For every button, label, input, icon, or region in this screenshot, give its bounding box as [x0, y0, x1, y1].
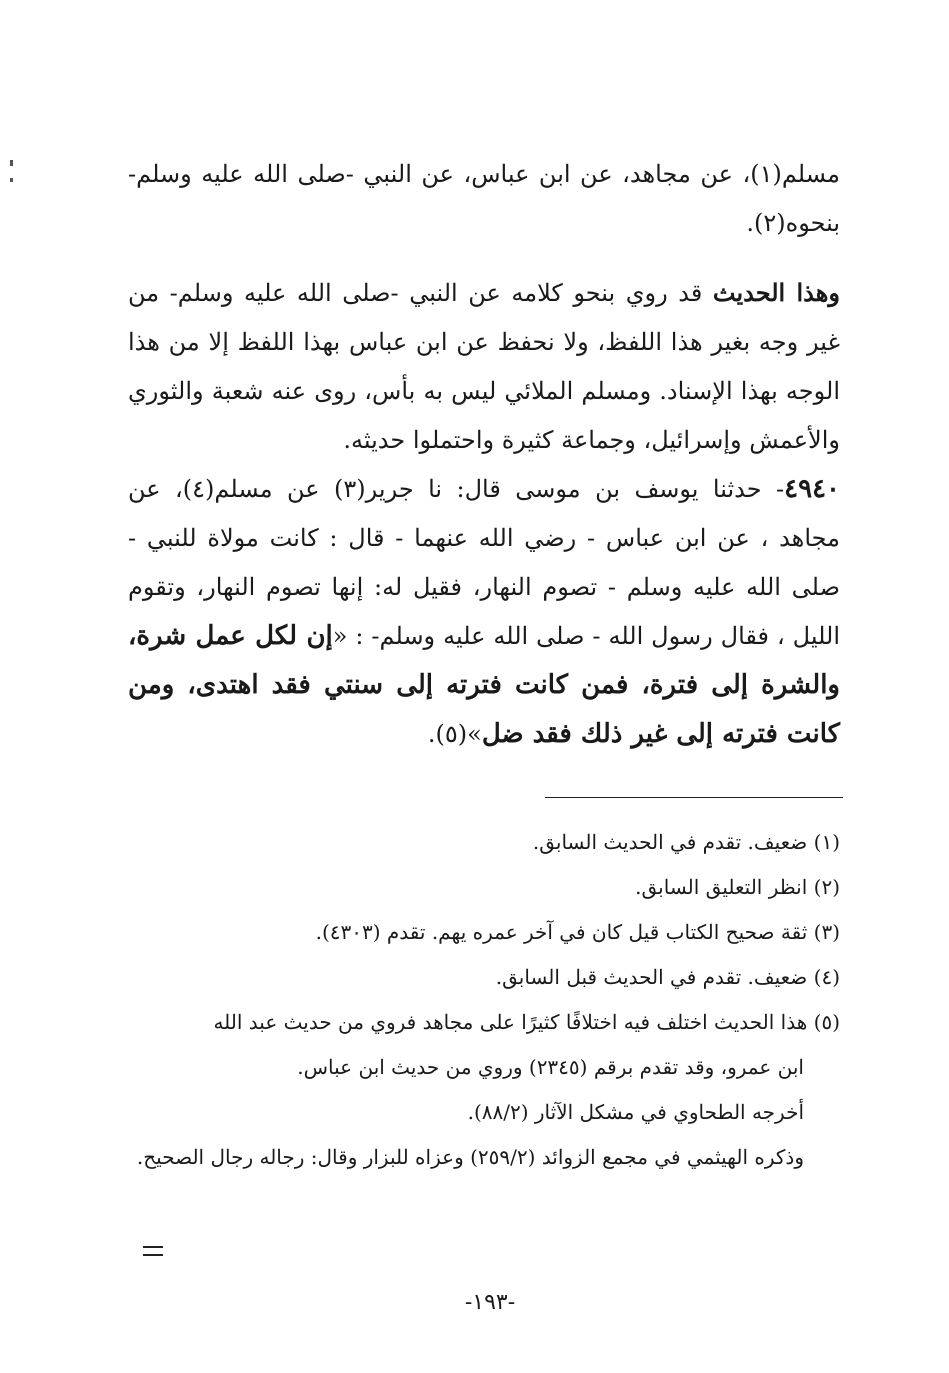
footnote-separator: [545, 797, 843, 798]
footnote-5: (٥) هذا الحديث اختلف فيه اختلافًا كثيرًا على مجاهد فروي من حديث عبد الله: [213, 1010, 840, 1034]
footnote-1: (١) ضعيف. تقدم في الحديث السابق.: [532, 830, 840, 854]
footnote-5-continued: ابن عمرو، وقد تقدم برقم (٢٣٤٥) وروي من حديث ابن عباس.: [297, 1055, 804, 1079]
paragraph-1: مسلم(١)، عن مجاهد، عن ابن عباس، عن النبي -صلى الله عليه وسلم- بنحوه(٢).: [128, 160, 840, 237]
hadith-number: ٤٩٤٠: [784, 474, 840, 504]
paragraph-3: [128, 465, 840, 759]
page-number: -١٩٣-: [464, 1290, 516, 1315]
paragraph-2-lead: وهذا الحديث: [712, 278, 840, 307]
footnote-4: (٤) ضعيف. تقدم في الحديث قبل السابق.: [495, 965, 840, 989]
hadith-end: »(٥).: [427, 720, 482, 748]
scan-speck: [10, 160, 13, 166]
continuation-mark: [143, 1246, 163, 1258]
paragraph-2-text: قد روي بنحو كلامه عن النبي -صلى الله عليه وسلم- من غير وجه بغير هذا اللفظ، ولا نحفظ عن ابن عباس بهذا اللفظ إلا من هذا الوجه بهذا الإسناد. ومسلم الملائي ليس به بأس، روى عنه شعبة والثوري والأعمش وإسرائيل، وجماعة كثيرة واحتملوا حديثه.: [128, 279, 840, 454]
footnote-3: (٣) ثقة صحيح الكتاب قيل كان في آخر عمره يهم. تقدم (٤٣٠٣).: [315, 920, 840, 944]
scan-speck: [10, 178, 13, 182]
hadith-text: إن لكل عمل شرة، والشرة إلى فترة، فمن كانت فترته إلى سنتي فقد اهتدى، ومن كانت فترته إلى غير ذلك فقد ضل: [128, 621, 840, 749]
paragraph-2: [128, 268, 840, 465]
footnote-2: (٢) انظر التعليق السابق.: [635, 875, 840, 899]
footnote-5-continued: وذكره الهيثمي في مجمع الزوائد (٢٥٩/٢) وعزاه للبزار وقال: رجاله رجال الصحيح.: [136, 1145, 804, 1169]
hadith-chain: - حدثنا يوسف بن موسى قال: نا جرير(٣) عن مسلم(٤)، عن مجاهد ، عن ابن عباس - رضي الله عنهما - قال : كانت مولاة للنبي - صلى الله عليه وسلم - تصوم النهار، فقيل له: إنها تصوم النهار، وتقوم الليل ، فقال رسول الله - صلى الله عليه وسلم- : «: [128, 475, 840, 650]
footnotes: [128, 820, 840, 1180]
footnote-5-continued: أخرجه الطحاوي في مشكل الآثار (٨٨/٢).: [467, 1100, 804, 1124]
main-text: [128, 150, 840, 759]
